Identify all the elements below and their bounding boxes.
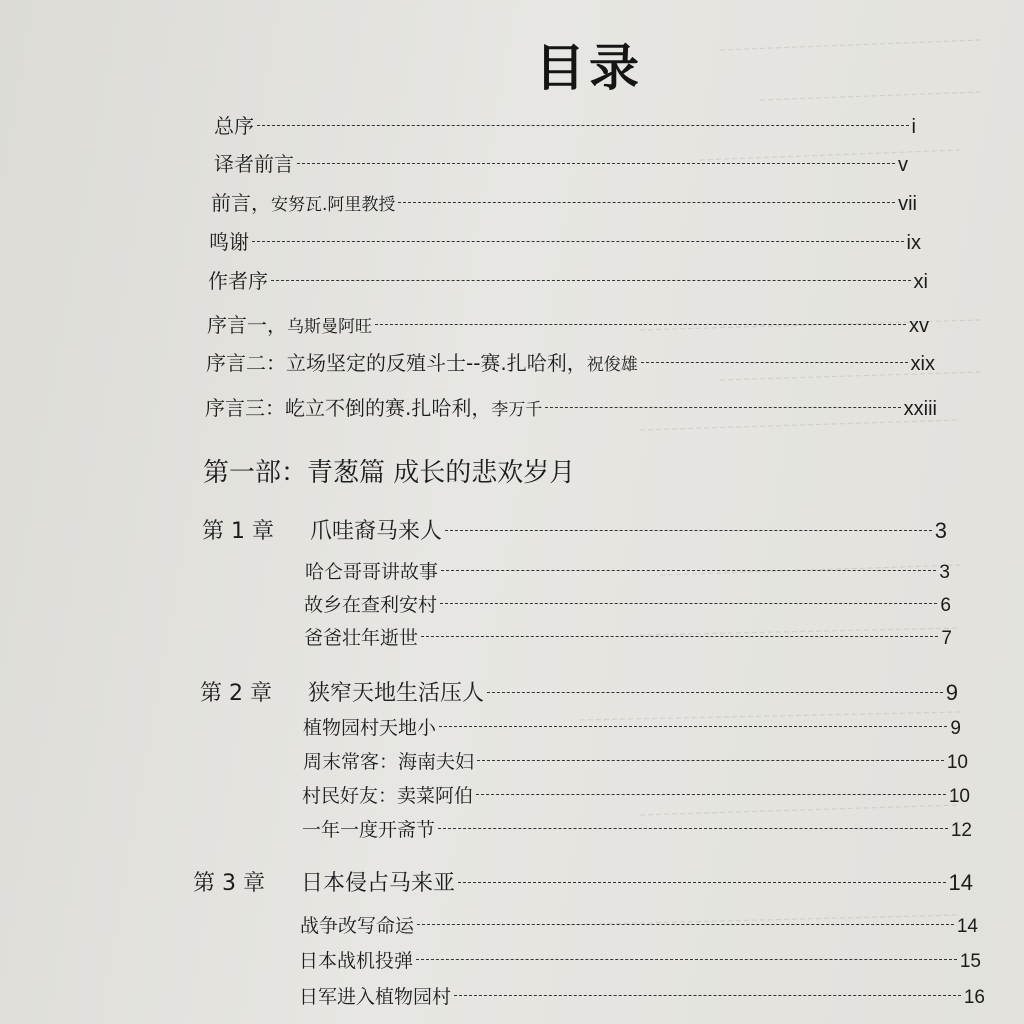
section-title: 日军进入植物园村: [299, 986, 452, 1008]
toc-entry-front-2: [214, 148, 908, 177]
dot-leader: [545, 407, 900, 408]
dot-leader: [271, 280, 911, 281]
toc-entry-label: 总序: [214, 114, 254, 138]
section-title: 日本战机投弹: [299, 950, 414, 972]
toc-page-number: i: [911, 116, 916, 138]
toc-page-number: 3: [939, 562, 950, 583]
toc-entry-front-5: [208, 265, 928, 294]
section-title: 植物园村天地小: [303, 717, 437, 739]
toc-chapter-2: [200, 676, 958, 707]
toc-chapter-3: [193, 866, 973, 897]
toc-section: [305, 557, 950, 584]
toc-entry-label: 译者前言: [214, 152, 294, 176]
toc-entry-label: 前言，: [211, 191, 271, 215]
toc-page-number: xi: [913, 271, 928, 293]
toc-page-number: vii: [898, 193, 917, 215]
toc-entry-label: 序言一，: [207, 313, 287, 337]
chapter-title: 日本侵占马来亚: [301, 871, 456, 896]
toc-page-number: 10: [946, 752, 968, 773]
section-title: 爸爸壮年逝世: [304, 627, 419, 649]
toc-entry-author: 乌斯曼阿旺: [287, 317, 372, 337]
toc-page-number: 14: [948, 870, 973, 895]
toc-section: [303, 713, 961, 740]
dot-leader: [417, 924, 954, 925]
toc-section: [304, 590, 951, 617]
toc-page-number: xxiii: [903, 398, 937, 420]
dot-leader: [641, 362, 908, 363]
toc-entry-author: 安努瓦.阿里教授: [271, 195, 396, 215]
toc-page-number: 3: [934, 518, 947, 543]
toc-entry-label: 作者序: [208, 269, 268, 293]
toc-section: [302, 815, 972, 842]
section-title: 一年一度开斋节: [302, 819, 436, 841]
dot-leader: [458, 882, 946, 883]
part-heading: 第一部：青葱篇 成长的悲欢岁月: [203, 458, 576, 488]
toc-page-number: 16: [963, 987, 985, 1008]
section-title: 战争改写命运: [300, 915, 415, 937]
toc-page-number: 9: [945, 680, 958, 705]
dot-leader: [477, 760, 944, 761]
toc-section: [299, 946, 981, 973]
toc-entry-label: 序言三：屹立不倒的赛.扎哈利，: [205, 396, 492, 420]
toc-page-number: 6: [940, 595, 951, 616]
section-title: 村民好友：卖菜阿伯: [302, 785, 474, 807]
dot-leader: [398, 202, 895, 203]
section-title: 周末常客：海南夫妇: [303, 751, 475, 773]
dot-leader: [439, 726, 947, 727]
chapter-title: 爪哇裔马来人: [310, 519, 443, 544]
toc-page-number: xv: [909, 315, 929, 337]
chapter-number: 第 3 章: [193, 871, 265, 896]
dot-leader: [421, 636, 938, 637]
toc-section: [302, 781, 970, 808]
page-title: 目录: [535, 39, 643, 97]
toc-entry-label: 序言二：立场坚定的反殖斗士--赛.扎哈利，: [206, 351, 587, 375]
toc-entry-front-7: [206, 347, 935, 376]
toc-entry-author: 李万千: [491, 400, 543, 420]
toc-section: [303, 747, 968, 774]
chapter-number: 第 2 章: [200, 681, 272, 706]
dot-leader: [257, 125, 909, 126]
dot-leader: [476, 794, 946, 795]
toc-page-number: 14: [956, 916, 978, 937]
toc-entry-label: 鸣谢: [209, 230, 249, 254]
toc-page-number: ix: [906, 232, 921, 254]
toc-page-number: v: [898, 154, 908, 176]
dot-leader: [454, 995, 961, 996]
toc-entry-front-4: [209, 226, 921, 255]
dot-leader: [252, 241, 904, 242]
toc-entry-front-8: [205, 392, 937, 421]
toc-section: [299, 982, 985, 1009]
toc-entry-front-1: [214, 110, 916, 139]
dot-leader: [445, 530, 932, 531]
toc-page-number: 10: [948, 786, 970, 807]
section-title: 哈仑哥哥讲故事: [305, 561, 439, 583]
chapter-title: 狭窄天地生活压人: [308, 681, 485, 706]
dot-leader: [441, 570, 936, 571]
dot-leader: [416, 959, 957, 960]
toc-entry-front-6: [207, 309, 929, 338]
dot-leader: [487, 692, 943, 693]
dot-leader: [438, 828, 948, 829]
toc-page-number: 12: [950, 820, 972, 841]
toc-entry-front-3: [211, 187, 917, 216]
toc-page-number: 7: [941, 628, 952, 649]
chapter-number: 第 1 章: [202, 519, 274, 544]
toc-chapter-1: [202, 514, 947, 545]
toc-entry-author: 祝俊雄: [586, 355, 638, 375]
section-title: 故乡在查利安村: [304, 594, 438, 616]
dot-leader: [375, 324, 906, 325]
toc-section: [300, 911, 978, 938]
toc-section: [304, 623, 952, 650]
toc-page-number: xix: [910, 353, 935, 375]
dot-leader: [440, 603, 937, 604]
toc-page-number: 15: [959, 951, 981, 972]
dot-leader: [297, 163, 895, 164]
toc-page-number: 9: [950, 718, 961, 739]
